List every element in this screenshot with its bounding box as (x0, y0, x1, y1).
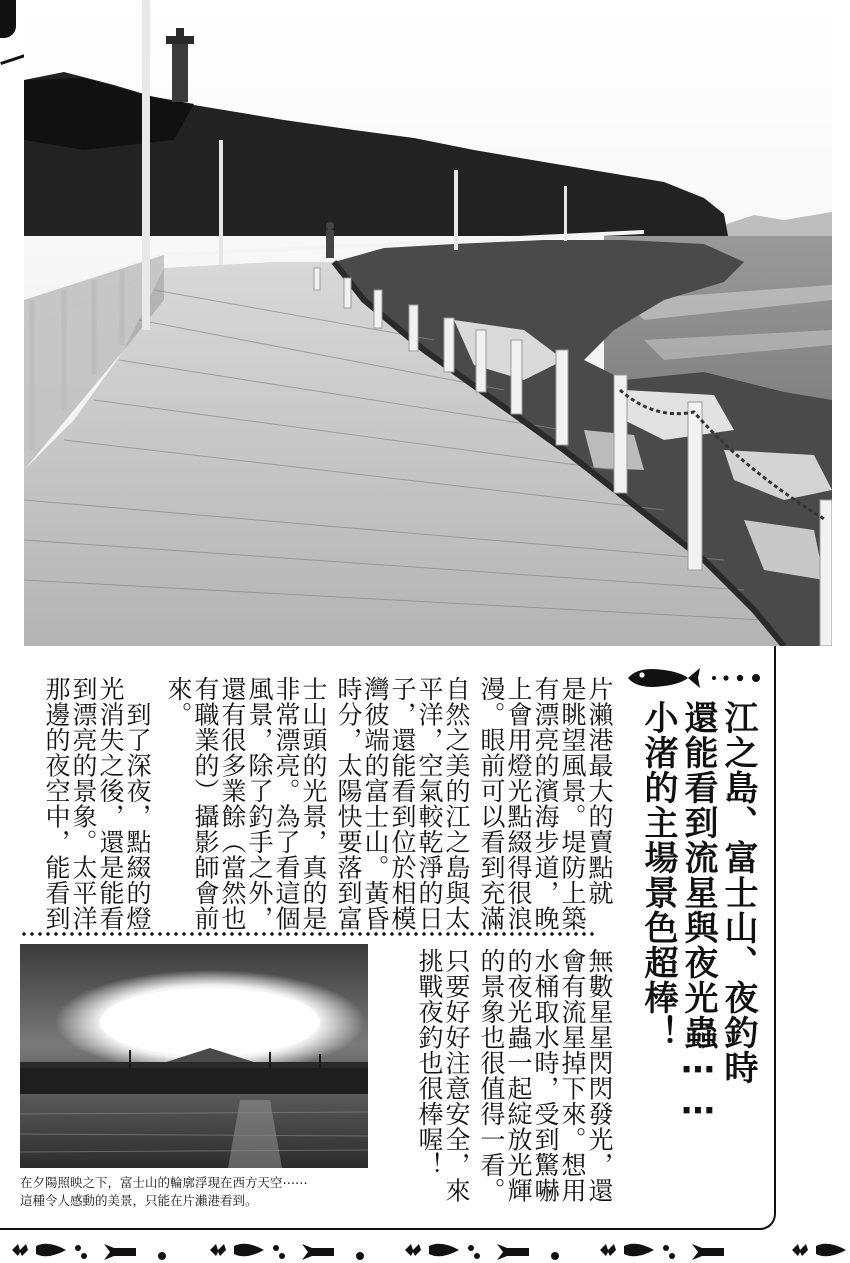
body-column-lower: 挑戰夜釣也很棒喔！ (415, 948, 444, 1178)
body-column: 上會用燈光點綴得很浪 (504, 676, 533, 931)
body-column: 平洋，空氣較乾淨的日 (415, 676, 444, 931)
headline-line-1: 江之島、富士山、夜釣時 (718, 700, 758, 1085)
caption-line-2: 這種令人感動的美景，只能在片瀨港看到。 (20, 1193, 258, 1208)
corner-line (0, 54, 26, 65)
body-column: 灣彼端的富士山。黃昏 (361, 676, 390, 931)
body-column: 子，還能看到位於相模 (388, 676, 417, 931)
body-column: 到了深夜，點綴的燈 (123, 676, 152, 931)
body-column: 時分，太陽快要落到富 (334, 676, 363, 931)
body-column-lower: 的夜光蟲一起綻放光輝 (504, 948, 533, 1203)
corner-mark (0, 0, 16, 38)
headline-line-2: 還能看到流星與夜光蟲⋯⋯ (678, 700, 718, 1132)
caption-line-1: 在夕陽照映之下，富士山的輪廓浮現在西方天空⋯⋯ (20, 1175, 308, 1190)
fish-icon (624, 660, 768, 696)
body-column: 有職業的）攝影師會前 (191, 676, 220, 931)
body-column-lower: 會有流星掉下來。想用 (558, 948, 587, 1203)
body-column-lower: 無數星星閃閃發光，還 (585, 948, 614, 1203)
promenade-photo (24, 0, 832, 646)
body-column: 光消失之後，還是能看 (96, 676, 125, 931)
body-column: 漫。眼前可以看到充滿 (477, 676, 506, 931)
sunset-photo (20, 944, 368, 1168)
body-column: 來。 (164, 676, 193, 727)
photo-caption (20, 1174, 400, 1210)
body-column: 片瀨港最大的賣點就 (585, 676, 614, 906)
body-column-lower: 的景象也很值得一看。 (477, 948, 506, 1203)
body-column-lower: 水桶取水時，受到驚嚇 (531, 948, 560, 1203)
body-column: 有漂亮的濱海步道，晚 (531, 676, 560, 931)
body-column: 那邊的夜空中，能看到 (42, 676, 71, 931)
body-column: 風景，除了釣手之外， (245, 676, 274, 931)
body-column: 到漂亮的景象。太平洋 (69, 676, 98, 931)
body-column-lower: 只要好好注意安全，來 (442, 948, 471, 1203)
decorative-fish-strip (0, 1238, 850, 1263)
dotted-separator (20, 932, 594, 936)
body-column: 還有很多業餘（當然也 (218, 676, 247, 931)
body-column: 士山頭的光景，真的是 (299, 676, 328, 931)
headline-line-3: 小渚的主場景色超棒！ (638, 700, 678, 1050)
body-column: 是眺望風景。堤防上築 (558, 676, 587, 931)
body-column: 非常漂亮。為了看這個 (272, 676, 301, 931)
body-column: 自然之美的江之島與太 (442, 676, 471, 931)
